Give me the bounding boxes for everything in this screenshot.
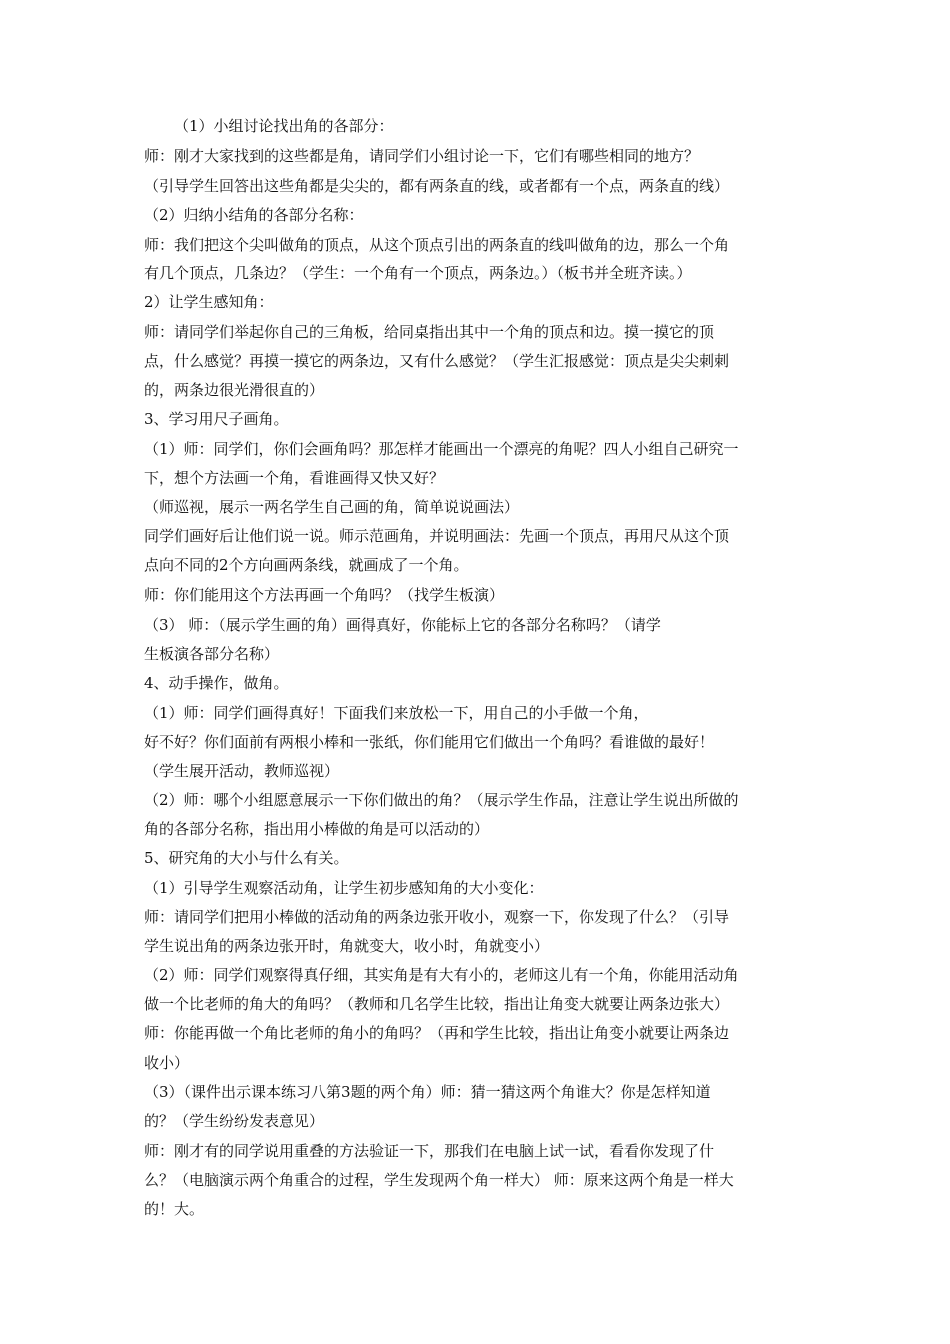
text-line: （1）师：同学们画得真好！下面我们来放松一下，用自己的小手做一个角， (144, 704, 649, 722)
text-line: （学生展开活动，教师巡视） (144, 762, 340, 780)
text-line: 2）让学生感知角： (144, 293, 274, 311)
text-line: 同学们画好后让他们说一说。师示范画角，并说明画法：先画一个顶点，再用尺从这个顶 (144, 527, 730, 545)
text-line: 师：刚才大家找到的这些都是角，请同学们小组讨论一下，它们有哪些相同的地方？ (144, 147, 700, 165)
text-line: 的！大。 (144, 1200, 205, 1218)
text-line: 做一个比老师的角大的角吗？（教师和几名学生比较，指出让角变大就要让两条边张大） (144, 995, 730, 1013)
text-line: 师：刚才有的同学说用重叠的方法验证一下，那我们在电脑上试一试，看看你发现了什 (144, 1142, 715, 1160)
text-line: 师：我们把这个尖叫做角的顶点，从这个顶点引出的两条直的线叫做角的边，那么一个角 (144, 236, 730, 254)
text-line: （1）引导学生观察活动角，让学生初步感知角的大小变化： (144, 879, 544, 897)
text-line: （1）小组讨论找出角的各部分： (174, 117, 394, 135)
text-line: 4、动手操作，做角。 (144, 674, 289, 692)
text-line: 好不好？你们面前有两根小棒和一张纸，你们能用它们做出一个角吗？看谁做的最好！ (144, 733, 715, 751)
text-line: （3） 师：（展示学生画的角）画得真好，你能标上它的各部分名称吗？（请学 (144, 616, 661, 634)
text-line: 收小） (144, 1054, 190, 1072)
text-line: （引导学生回答出这些角都是尖尖的，都有两条直的线，或者都有一个点，两条直的线） (144, 177, 730, 195)
text-line: 学生说出角的两条边张开时，角就变大，收小时，角就变小） (144, 937, 550, 955)
text-line: （1）师：同学们，你们会画角吗？那怎样才能画出一个漂亮的角呢？四人小组自己研究一 (144, 440, 739, 458)
text-line: 下，想个方法画一个角，看谁画得又快又好？ (144, 469, 445, 487)
text-line: （2）师：同学们观察得真仔细，其实角是有大有小的，老师这儿有一个角，你能用活动角 (144, 966, 739, 984)
text-line: （2）归纳小结角的各部分名称： (144, 206, 364, 224)
text-line: 5、研究角的大小与什么有关。 (144, 849, 349, 867)
text-line: 师：你能再做一个角比老师的角小的角吗？（再和学生比较，指出让角变小就要让两条边 (144, 1024, 730, 1042)
text-line: 么？（电脑演示两个角重合的过程，学生发现两个角一样大） 师：原来这两个角是一样大 (144, 1171, 734, 1189)
text-line: 角的各部分名称，指出用小棒做的角是可以活动的） (144, 820, 490, 838)
text-line: 点向不同的2个方向画两条线，就画成了一个角。 (144, 556, 469, 574)
text-line: 生板演各部分名称） (144, 645, 280, 663)
text-line: 3、学习用尺子画角。 (144, 410, 289, 428)
text-line: 有几个顶点，几条边？（学生：一个角有一个顶点，两条边。）（板书并全班齐读。） (144, 264, 692, 282)
text-line: 的？（学生纷纷发表意见） (144, 1112, 325, 1130)
text-line: 师：请同学们举起你自己的三角板，给同桌指出其中一个角的顶点和边。摸一摸它的顶 (144, 323, 715, 341)
text-line: （师巡视，展示一两名学生自己画的角，简单说说画法） (144, 498, 520, 516)
text-line: （2）师：哪个小组愿意展示一下你们做出的角？（展示学生作品，注意让学生说出所做的 (144, 791, 739, 809)
text-line: 的，两条边很光滑很直的） (144, 381, 325, 399)
text-line: 点，什么感觉？再摸一摸它的两条边，又有什么感觉？（学生汇报感觉：顶点是尖尖刺刺 (144, 352, 730, 370)
text-line: 师：你们能用这个方法再画一个角吗？（找学生板演） (144, 586, 505, 604)
text-line: 师：请同学们把用小棒做的活动角的两条边张开收小，观察一下，你发现了什么？（引导 (144, 908, 730, 926)
text-line: （3）（课件出示课本练习八第3题的两个角）师：猜一猜这两个角谁大？你是怎样知道 (144, 1083, 711, 1101)
